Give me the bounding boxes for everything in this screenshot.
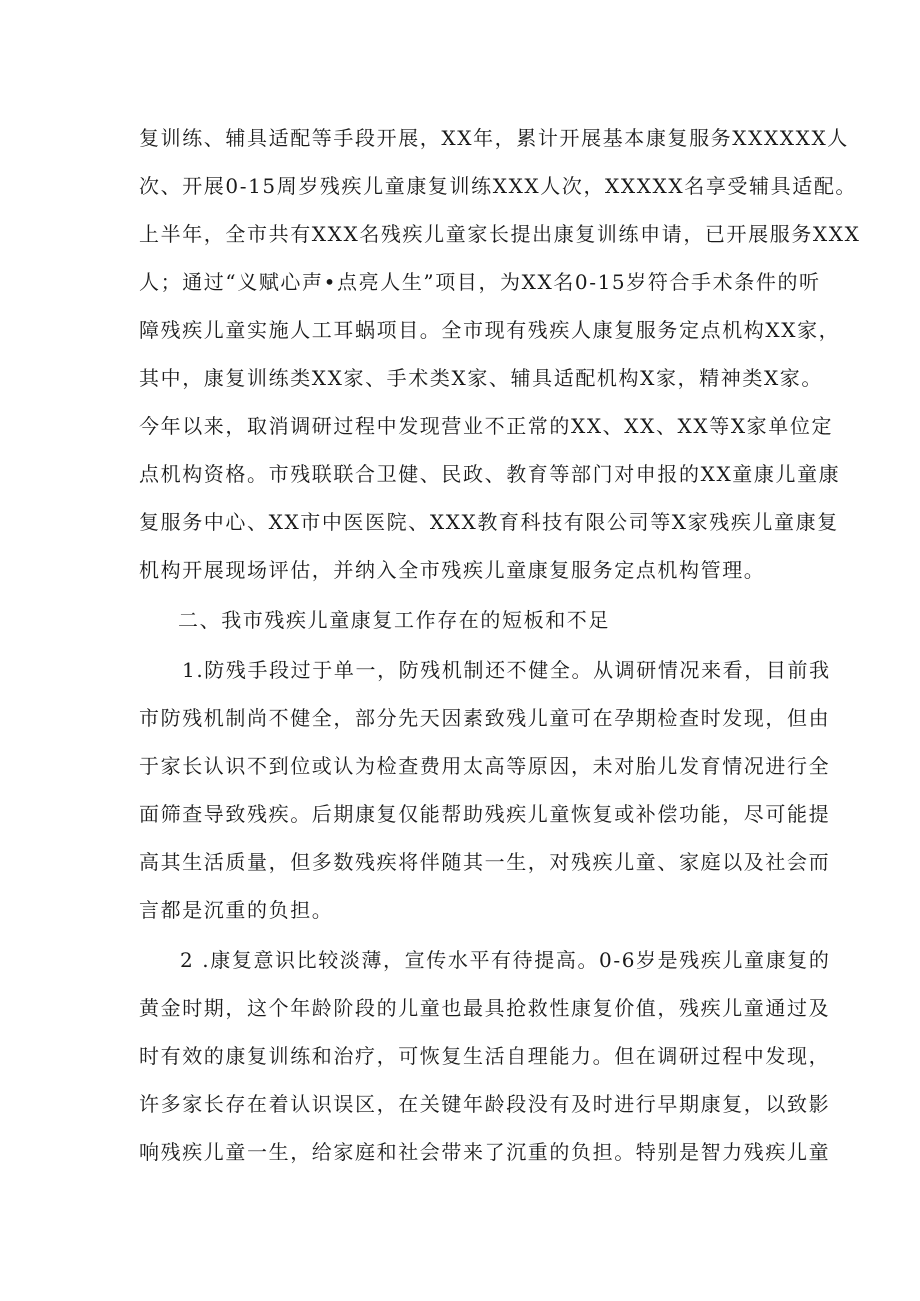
text-line: 点机构资格。市残联联合卫健、民政、教育等部门对申报的XX童康儿童康 xyxy=(139,462,841,486)
text-line: 高其生活质量，但多数残疾将伴随其一生，对残疾儿童、家庭以及社会而 xyxy=(139,850,831,874)
text-line: 响残疾儿童一生，给家庭和社会带来了沉重的负担。特别是智力残疾儿童 xyxy=(139,1140,831,1164)
text-line: 许多家长存在着认识误区，在关键年龄段没有及时进行早期康复，以致影 xyxy=(139,1092,831,1116)
text-line: 复训练、辅具适配等手段开展，XX年，累计开展基本康复服务XXXXXX人 xyxy=(139,126,849,150)
text-line: 其中，康复训练类XX家、手术类X家、辅具适配机构X家，精神类X家。 xyxy=(139,366,823,390)
text-line: 市防残机制尚不健全，部分先天因素致残儿童可在孕期检查时发现，但由 xyxy=(139,706,831,730)
text-line: 今年以来，取消调研过程中发现营业不正常的XX、XX、XX等X家单位定 xyxy=(139,414,834,438)
paragraph-first-line: 1.防残手段过于单一，防残机制还不健全。从调研情况来看，目前我 xyxy=(182,658,831,682)
text-line: 次、开展0-15周岁残疾儿童康复训练XXX人次，XXXXX名享受辅具适配。 xyxy=(139,174,858,198)
text-line: 面筛查导致残疾。后期康复仅能帮助残疾儿童恢复或补偿功能，尽可能提 xyxy=(139,802,831,826)
text-line: 上半年，全市共有XXX名残疾儿童家长提出康复训练申请，已开展服务XXX xyxy=(139,222,861,246)
paragraph-first-line: 2 .康复意识比较淡薄，宣传水平有待提高。0-6岁是残疾儿童康复的 xyxy=(180,948,831,972)
section-heading: 二、我市残疾儿童康复工作存在的短板和不足 xyxy=(178,608,610,632)
text-line: 障残疾儿童实施人工耳蜗项目。全市现有残疾人康复服务定点机构XX家， xyxy=(139,318,841,342)
text-line: 黄金时期，这个年龄阶段的儿童也最具抢救性康复价值，残疾儿童通过及 xyxy=(139,996,831,1020)
text-line: 复服务中心、XX市中医医院、XXX教育科技有限公司等X家残疾儿童康复 xyxy=(139,510,839,534)
text-line: 机构开展现场评估，并纳入全市残疾儿童康复服务定点机构管理。 xyxy=(139,558,766,582)
text-line: 于家长认识不到位或认为检查费用太高等原因，未对胎儿发育情况进行全 xyxy=(139,754,831,778)
text-line: 时有效的康复训练和治疗，可恢复生活自理能力。但在调研过程中发现， xyxy=(139,1044,831,1068)
text-line: 言都是沉重的负担。 xyxy=(139,898,334,922)
text-line: 人；通过“义赋心声•点亮人生”项目，为XX名0-15岁符合手术条件的听 xyxy=(139,270,821,294)
